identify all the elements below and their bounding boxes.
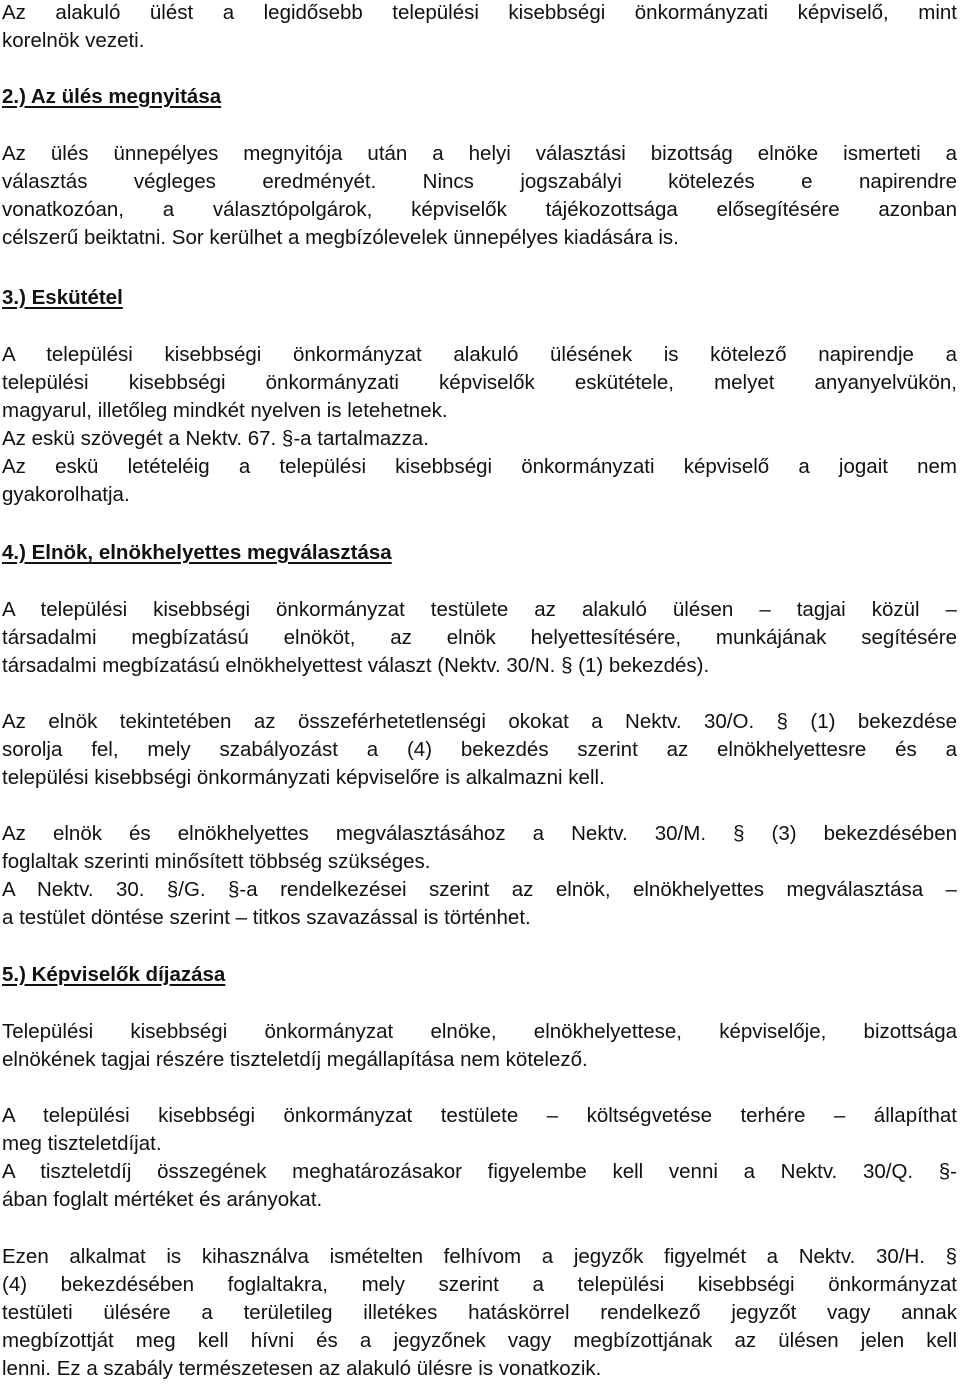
text-line: A települési kisebbségi önkormányzat testülete – költségvetése terhére – állapíthat xyxy=(2,1104,957,1127)
text-line: foglaltak szerinti minősített többség szükséges. xyxy=(2,850,431,873)
text-line: társadalmi megbízatású elnökhelyettest választ (Nektv. 30/N. § (1) bekezdés). xyxy=(2,654,710,677)
section-5-paragraph-3 xyxy=(2,1243,957,1383)
text-line: gyakorolhatja. xyxy=(2,483,130,506)
text-line: célszerű beiktatni. Sor kerülhet a megbízólevelek ünnepélyes kiadására is. xyxy=(2,226,679,249)
text-line: testületi ülésére a területileg illetékes hatáskörrel rendelkező jegyzőt vagy annak xyxy=(2,1301,957,1324)
text-line: Az eskü letételéig a települési kisebbségi önkormányzati képviselő a jogait nem xyxy=(2,455,957,478)
text-line: ában foglalt mértéket és arányokat. xyxy=(2,1188,323,1211)
text-line: meg tiszteletdíjat. xyxy=(2,1132,162,1155)
section-4-paragraph-1 xyxy=(2,596,957,680)
text-line: (4) bekezdésében foglaltakra, mely szerint a települési kisebbségi önkormányzat xyxy=(2,1273,957,1296)
text-line: A települési kisebbségi önkormányzat alakuló ülésének is kötelező napirendje a xyxy=(2,343,957,366)
text-line: A tiszteletdíj összegének meghatározásakor figyelembe kell venni a Nektv. 30/Q. §- xyxy=(2,1160,957,1183)
text-line: Az ülés ünnepélyes megnyitója után a helyi választási bizottság elnöke ismerteti a xyxy=(2,142,957,165)
section-5-paragraph-2 xyxy=(2,1102,957,1214)
text-line: társadalmi megbízatású elnököt, az elnök helyettesítésére, munkájának segítésére xyxy=(2,626,957,649)
text-line: sorolja fel, mely szabályozást a (4) bekezdés szerint az elnökhelyettesre és a xyxy=(2,738,957,761)
text-line: települési kisebbségi önkormányzati képviselők eskütétele, melyet anyanyelvükön, xyxy=(2,371,957,394)
text-line: a testület döntése szerint – titkos szavazással is történhet. xyxy=(2,906,531,929)
section-4-paragraph-2 xyxy=(2,708,957,792)
text-line: Az elnök és elnökhelyettes megválasztásához a Nektv. 30/M. § (3) bekezdésében xyxy=(2,822,957,845)
section-4-heading: 4.) Elnök, elnökhelyettes megválasztása xyxy=(2,541,392,564)
text-line: választás végleges eredményét. Nincs jogszabályi kötelezés e napirendre xyxy=(2,170,957,193)
text-line: A Nektv. 30. §/G. §-a rendelkezései szerint az elnök, elnökhelyettes megválasztása – xyxy=(2,878,957,901)
text-line: lenni. Ez a szabály természetesen az alakuló ülésre is vonatkozik. xyxy=(2,1357,602,1380)
text-line: Az alakuló ülést a legidősebb települési kisebbségi önkormányzati képviselő, mint xyxy=(2,1,957,24)
section-5-heading: 5.) Képviselők díjazása xyxy=(2,963,226,986)
intro-paragraph xyxy=(2,0,957,55)
section-2-heading: 2.) Az ülés megnyitása xyxy=(2,85,222,108)
text-line: elnökének tagjai részére tiszteletdíj megállapítása nem kötelező. xyxy=(2,1048,588,1071)
section-4-paragraph-3 xyxy=(2,820,957,932)
section-3-heading: 3.) Eskütétel xyxy=(2,286,123,309)
section-5-paragraph-1 xyxy=(2,1018,957,1074)
text-line: megbízottját meg kell hívni és a jegyzőnek vagy megbízottjának az ülésen jelen kell xyxy=(2,1329,957,1352)
text-line: vonatkozóan, a választópolgárok, képviselők tájékozottsága elősegítésére azonban xyxy=(2,198,957,221)
section-3-paragraph-1 xyxy=(2,341,957,509)
text-line: korelnök vezeti. xyxy=(2,29,145,52)
text-line: Települési kisebbségi önkormányzat elnöke, elnökhelyettese, képviselője, bizottsága xyxy=(2,1020,957,1043)
section-2-paragraph-1 xyxy=(2,140,957,252)
text-line: magyarul, illetőleg mindkét nyelven is letehetnek. xyxy=(2,399,448,422)
text-line: A települési kisebbségi önkormányzat testülete az alakuló ülésen – tagjai közül – xyxy=(2,598,957,621)
text-line: települési kisebbségi önkormányzati képviselőre is alkalmazni kell. xyxy=(2,766,605,789)
text-line: Az elnök tekintetében az összeférhetetlenségi okokat a Nektv. 30/O. § (1) bekezdése xyxy=(2,710,957,733)
text-line: Ezen alkalmat is kihasználva ismételten felhívom a jegyzők figyelmét a Nektv. 30/H. § xyxy=(2,1245,957,1268)
text-line: Az eskü szövegét a Nektv. 67. §-a tartalmazza. xyxy=(2,427,429,450)
